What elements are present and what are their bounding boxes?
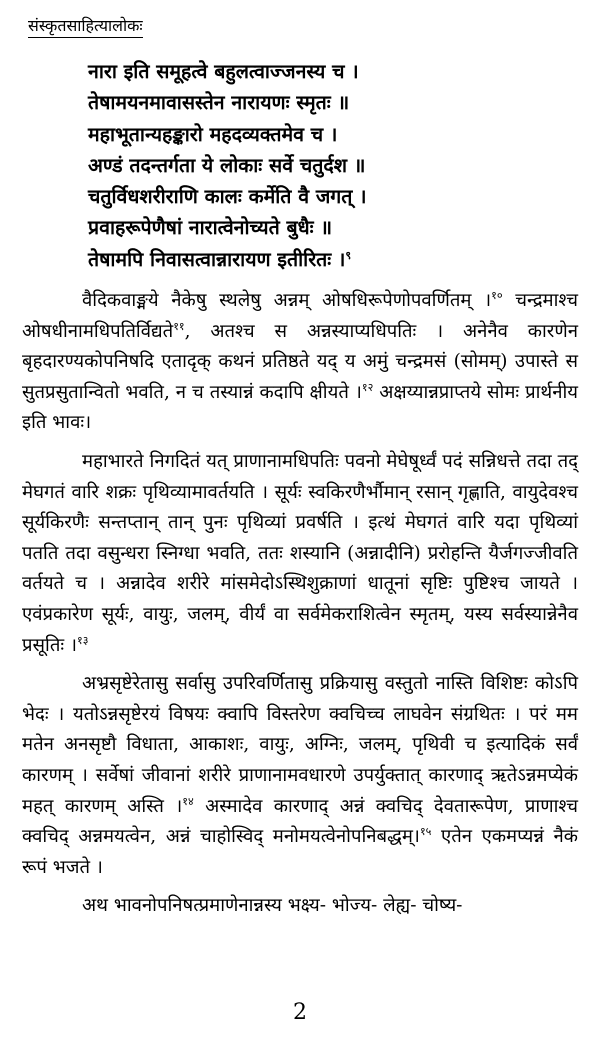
verse-line bbox=[88, 181, 588, 212]
verse-line bbox=[88, 56, 588, 87]
body-text bbox=[22, 286, 578, 922]
verse-line-text: महाभूतान्यहङ्कारो महदव्यक्तमेव च । bbox=[88, 122, 338, 146]
verse-line bbox=[88, 87, 588, 118]
paragraph-text: , अतश्च स अन्नस्याप्यधिपतिः । अनेनैव कारणेन बृहदारण्यकोपनिषदि एतादृक् कथनं प्रतिष्ठते यद् य अमुं चन्द्रमसं (सोमम्) उपास्ते स सुतप्रसुतान्वितो भवति, न च तस्यान्नं कदापि क्षीयते । bbox=[22, 320, 578, 403]
verse-line bbox=[88, 150, 588, 181]
verse-line-text: तेषामयनमावासस्तेन नारायणः स्मृतः ॥ bbox=[88, 91, 350, 115]
footnote-marker: १२ bbox=[361, 380, 374, 394]
footnote-marker: १० bbox=[491, 289, 503, 302]
verse-line-text: नारा इति समूहत्वे बहुलत्वाज्जनस्य च । bbox=[88, 60, 359, 83]
footnote-marker: १४ bbox=[182, 794, 194, 808]
verse-line bbox=[88, 119, 588, 150]
paragraph-text: चन्द्रमाश्च ओषधीनामधिपतिर्विद्यते bbox=[22, 290, 578, 342]
page-number: 2 bbox=[293, 1000, 307, 1025]
paragraph-text: महाभारते निगदितं यत् प्राणानामधिपतिः पवनो मेघेषूर्ध्वं पदं सन्निधत्ते तदा तद् मेघगतं वारि शक्रः पृथिव्यामावर्तयति । सूर्यः स्वकिरणैर्भौमान् रसान् गृह्णाति, वायुदेवश्च सूर्यकिरणैः सन्तप्तान् तान् पुनः पृथिव्यां प्रवर्षति । इत्थं मेघगतं वारि यदा पृथिव्यां पतति तदा वसुन्धरा स्निग्धा भवति, ततः शस्यानि (अन्नादीनि) प्ररोहन्ति यैर्जगज्जीवति वर्तयते च । अन्नादेव शरीरे मांसमेदोऽस्थिशुक्राणां धातूनां सृष्टिः पुष्टिश्च जायते । एवंप्रकारेण सूर्यः, वायुः, जलम्, वीर्यं वा सर्वमेकराशित्वेन स्मृतम्, यस्य सर्वस्यान्नेनैव प्रसूतिः । bbox=[22, 450, 578, 656]
paragraph bbox=[22, 286, 578, 439]
verse-line-text: अण्डं तदन्तर्गता ये लोकाः सर्वे चतुर्दश ॥ bbox=[88, 153, 366, 177]
footnote-marker: ९ bbox=[345, 248, 352, 262]
verse-line-text: तेषामपि निवासत्वान्नारायण इतीरितः । bbox=[88, 247, 346, 271]
verse-line bbox=[88, 212, 588, 243]
paragraph-text: अस्मादेव कारणाद् अन्नं क्वचिद् देवतारूपेण, प्राणाश्च क्वचिद् अन्नमयत्वेन, अन्नं चाहोस्विद् मनोमयत्वेनोपनिबद्धम्। bbox=[22, 795, 578, 848]
verse-block bbox=[88, 56, 588, 275]
paragraph-text: अथ भावनोपनिषत्प्रमाणेनान्नस्य भक्ष्य- भोज्य- लेह्य- चोष्य- bbox=[82, 895, 463, 917]
verse-line bbox=[88, 244, 588, 275]
paragraph-text: एतेन एकमप्यन्नं नैकं रूपं भजते । bbox=[22, 826, 578, 878]
paragraph-text: अभ्रसृष्टेरेतासु सर्वासु उपरिवर्णितासु प्रक्रियासु वस्तुतो नास्ति विशिष्टः कोऽपि भेदः । यतोऽन्नसृष्टेरयं विषयः क्वापि विस्तरेण क्वचिच्च लाघवेन संग्रथितः । परं मम मतेन अनसृष्टौ विधाता, आकाशः, वायुः, अग्निः, जलम्, पृथिवी च इत्यादिकं सर्वं कारणम् । सर्वेषां जीवानां शरीरे प्राणानामवधारणे उपर्युक्तात् कारणाद् ऋतेऽन्नमप्येकं महत् कारणम् अस्ति । bbox=[22, 673, 578, 817]
verse-line-text: चतुर्विधशरीराणि कालः कर्मेति वै जगत् । bbox=[88, 185, 367, 209]
paragraph-text: अक्षय्यान्नप्राप्तये सोमः प्रार्थनीय इति भावः। bbox=[22, 381, 579, 434]
paragraph bbox=[22, 669, 578, 883]
paragraph bbox=[22, 891, 578, 922]
footnote-marker: १३ bbox=[77, 633, 89, 647]
paragraph bbox=[22, 447, 578, 661]
paragraph-text: वैदिकवाङ्मये नैकेषु स्थलेषु अन्नम् ओषधिरूपेणोपवर्णितम् । bbox=[82, 290, 492, 311]
footnote-marker: ११ bbox=[173, 319, 185, 333]
verse-line-text: प्रवाहरूपेणैषां नारात्वेनोच्यते बुधैः ॥ bbox=[88, 216, 333, 240]
running-title: संस्कृतसाहित्यालोकः bbox=[28, 16, 143, 38]
footnote-marker: १५ bbox=[419, 825, 432, 839]
